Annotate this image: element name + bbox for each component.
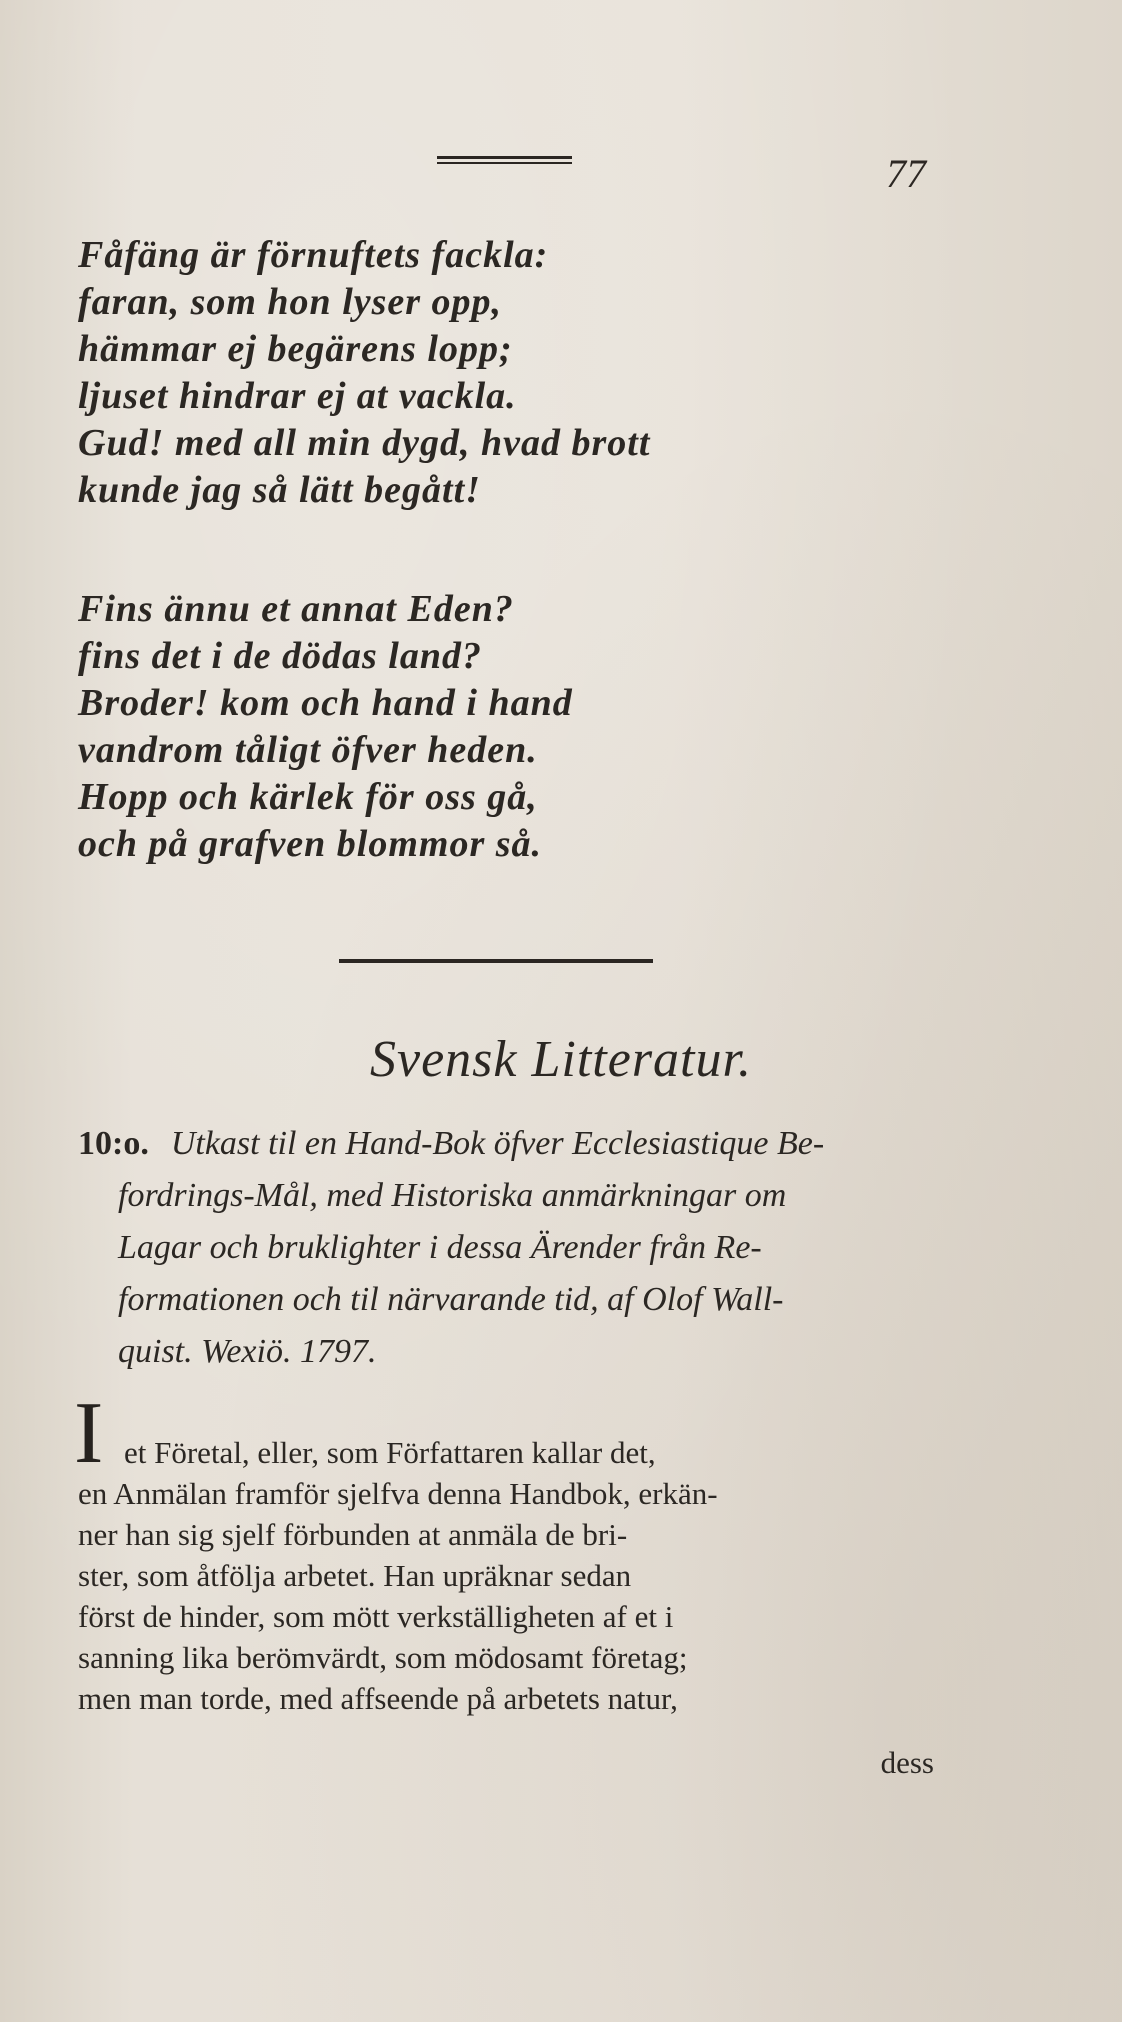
- body-paragraph: [78, 1392, 938, 1719]
- poem-line: Fåfäng är förnuftets fackla:: [78, 234, 549, 276]
- poem-line: Fins ännu et annat Eden?: [78, 588, 514, 630]
- header-double-rule: [437, 156, 572, 168]
- poem-line: faran, som hon lyser opp,: [78, 281, 503, 323]
- drop-cap: I: [74, 1385, 104, 1482]
- body-line: ner han sig sjelf förbunden at anmäla de bri-: [78, 1517, 628, 1552]
- poem-line: fins det i de dödas land?: [78, 635, 482, 677]
- section-heading: Svensk Litteratur.: [370, 1031, 752, 1088]
- poem-line: och på grafven blommor så.: [78, 823, 543, 865]
- entry-line: [78, 1118, 938, 1170]
- entry-title-line: Utkast til en Hand-Bok öfver Ecclesiastique Be-: [170, 1125, 825, 1162]
- poem-line: Gud! med all min dygd, hvad brott: [78, 422, 651, 464]
- section-divider: [339, 959, 653, 963]
- poem-line: hämmar ej begärens lopp;: [78, 328, 513, 370]
- body-line: et Företal, eller, som Författaren kallar det,: [124, 1435, 656, 1470]
- poem-line: Hopp och kärlek för oss gå,: [78, 776, 538, 818]
- poem-line: ljuset hindrar ej at vackla.: [78, 375, 517, 417]
- poem-line: kunde jag så lätt begått!: [78, 469, 481, 511]
- body-line: en Anmälan framför sjelfva denna Handbok, erkän-: [78, 1476, 718, 1511]
- entry-line: fordrings-Mål, med Historiska anmärkningar om: [118, 1177, 787, 1214]
- bibliographic-entry: [78, 1118, 938, 1378]
- entry-line: quist. Wexiö. 1797.: [118, 1333, 377, 1370]
- body-line: ster, som åtfölja arbetet. Han upräknar sedan: [78, 1558, 632, 1593]
- catchword: dess: [880, 1745, 934, 1780]
- entry-line: formationen och til närvarande tid, af Olof Wall-: [118, 1281, 784, 1318]
- poem-line: Broder! kom och hand i hand: [78, 682, 573, 724]
- entry-line: Lagar och bruklighter i dessa Ärender från Re-: [118, 1229, 762, 1266]
- poem-stanza-2: [78, 586, 838, 868]
- body-line: först de hinder, som mött verkställigheten af et i: [78, 1599, 674, 1634]
- poem-stanza-1: [78, 232, 838, 514]
- poem-line: vandrom tåligt öfver heden.: [78, 729, 538, 771]
- body-line: men man torde, med affseende på arbetets natur,: [78, 1681, 678, 1716]
- body-line: sanning lika berömvärdt, som mödosamt företag;: [78, 1640, 688, 1675]
- entry-number: 10:o.: [78, 1125, 149, 1162]
- page-number: 77: [886, 151, 926, 196]
